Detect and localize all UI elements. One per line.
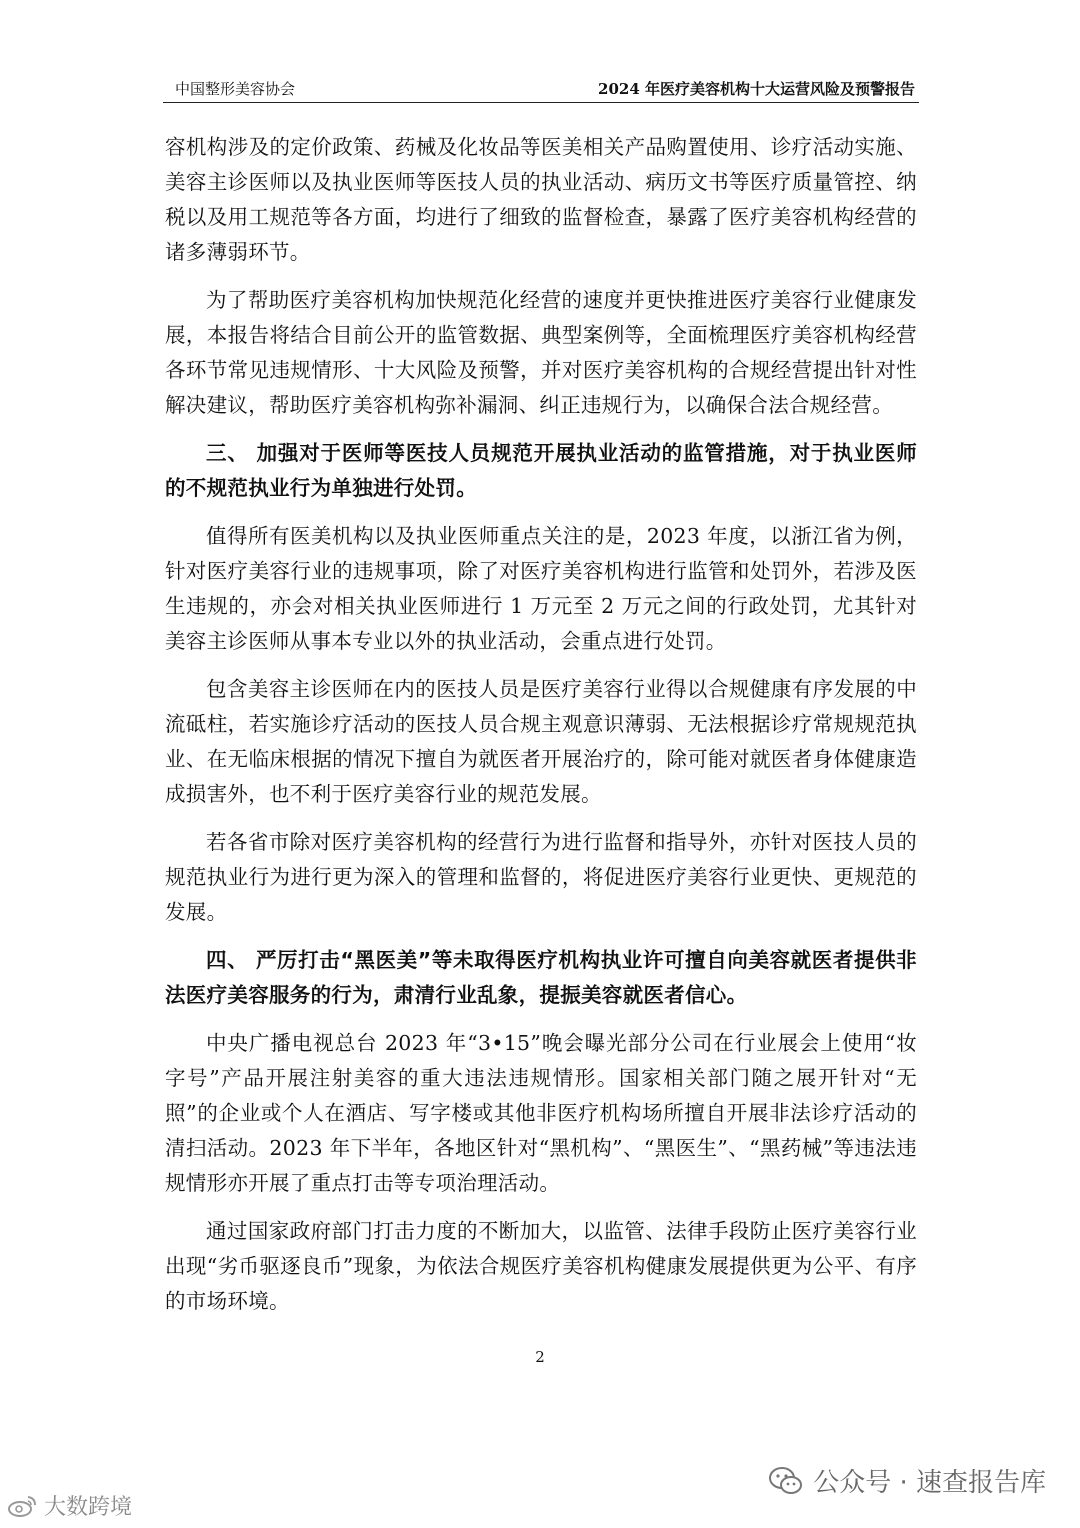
wechat-icon (769, 1466, 803, 1496)
page-number: 2 (535, 1348, 545, 1366)
body-paragraph: 值得所有医美机构以及执业医师重点关注的是，2023 年度，以浙江省为例，针对医疗美容行业的违规事项，除了对医疗美容机构进行监管和处罚外，若涉及医生违规的，亦会对相关执业医师进行 1 万元至 2 万元之间的行政处罚，尤其针对美容主诊医师从事本专业以外的执业活动，会重点进行处罚。 (165, 524, 917, 653)
header-report-title: 2024 年医疗美容机构十大运营风险及预警报告 (598, 80, 915, 98)
watermark-weibo (8, 1490, 132, 1521)
body-paragraph: 为了帮助医疗美容机构加快规范化经营的速度并更快推进医疗美容行业健康发展，本报告将结合目前公开的监管数据、典型案例等，全面梳理医疗美容机构经营各环节常见违规情形、十大风险及预警，并对医疗美容机构的合规经营提出针对性解决建议，帮助医疗美容机构弥补漏洞、纠正违规行为，以确保合法合规经营。 (165, 288, 917, 417)
body-paragraph: 中央广播电视总台 2023 年“3•15”晚会曝光部分公司在行业展会上使用“妆字号”产品开展注射美容的重大违法违规情形。国家相关部门随之展开针对“无照”的企业或个人在酒店、写字楼或其他非医疗机构场所擅自开展非法诊疗活动的清扫活动。2023 年下半年，各地区针对“黑机构”、“黑医生”、“黑药械”等违法违规情形亦开展了重点打击等专项治理活动。 (165, 1031, 917, 1195)
section-heading: 三、 加强对于医师等医技人员规范开展执业活动的监管措施，对于执业医师的不规范执业行为单独进行处罚。 (165, 441, 917, 500)
header-org-name: 中国整形美容协会 (175, 80, 296, 98)
document-body (165, 130, 917, 1332)
weibo-icon (8, 1494, 38, 1518)
body-paragraph: 若各省市除对医疗美容机构的经营行为进行监督和指导外，亦针对医技人员的规范执业行为进行更为深入的管理和监督的，将促进医疗美容行业更快、更规范的发展。 (165, 830, 917, 924)
body-paragraph: 包含美容主诊医师在内的医技人员是医疗美容行业得以合规健康有序发展的中流砥柱，若实施诊疗活动的医技人员合规主观意识薄弱、无法根据诊疗常规规范执业、在无临床根据的情况下擅自为就医者开展治疗的，除可能对就医者身体健康造成损害外，也不利于医疗美容行业的规范发展。 (165, 677, 917, 806)
watermark-left-text: 大数跨境 (44, 1495, 133, 1520)
watermark-wechat (769, 1462, 1046, 1499)
page-header (163, 76, 919, 103)
section-heading: 四、 严厉打击“黑医美”等未取得医疗机构执业许可擅自向美容就医者提供非法医疗美容服务的行为，肃清行业乱象，提振美容就医者信心。 (165, 948, 917, 1007)
watermark-right-text: 公众号 · 速查报告库 (813, 1468, 1046, 1498)
body-paragraph: 通过国家政府部门打击力度的不断加大，以监管、法律手段防止医疗美容行业出现“劣币驱逐良币”现象，为依法合规医疗美容机构健康发展提供更为公平、有序的市场环境。 (165, 1219, 917, 1313)
body-paragraph: 容机构涉及的定价政策、药械及化妆品等医美相关产品购置使用、诊疗活动实施、美容主诊医师以及执业医师等医技人员的执业活动、病历文书等医疗质量管控、纳税以及用工规范等各方面，均进行了细致的监督检查，暴露了医疗美容机构经营的诸多薄弱环节。 (165, 135, 917, 264)
